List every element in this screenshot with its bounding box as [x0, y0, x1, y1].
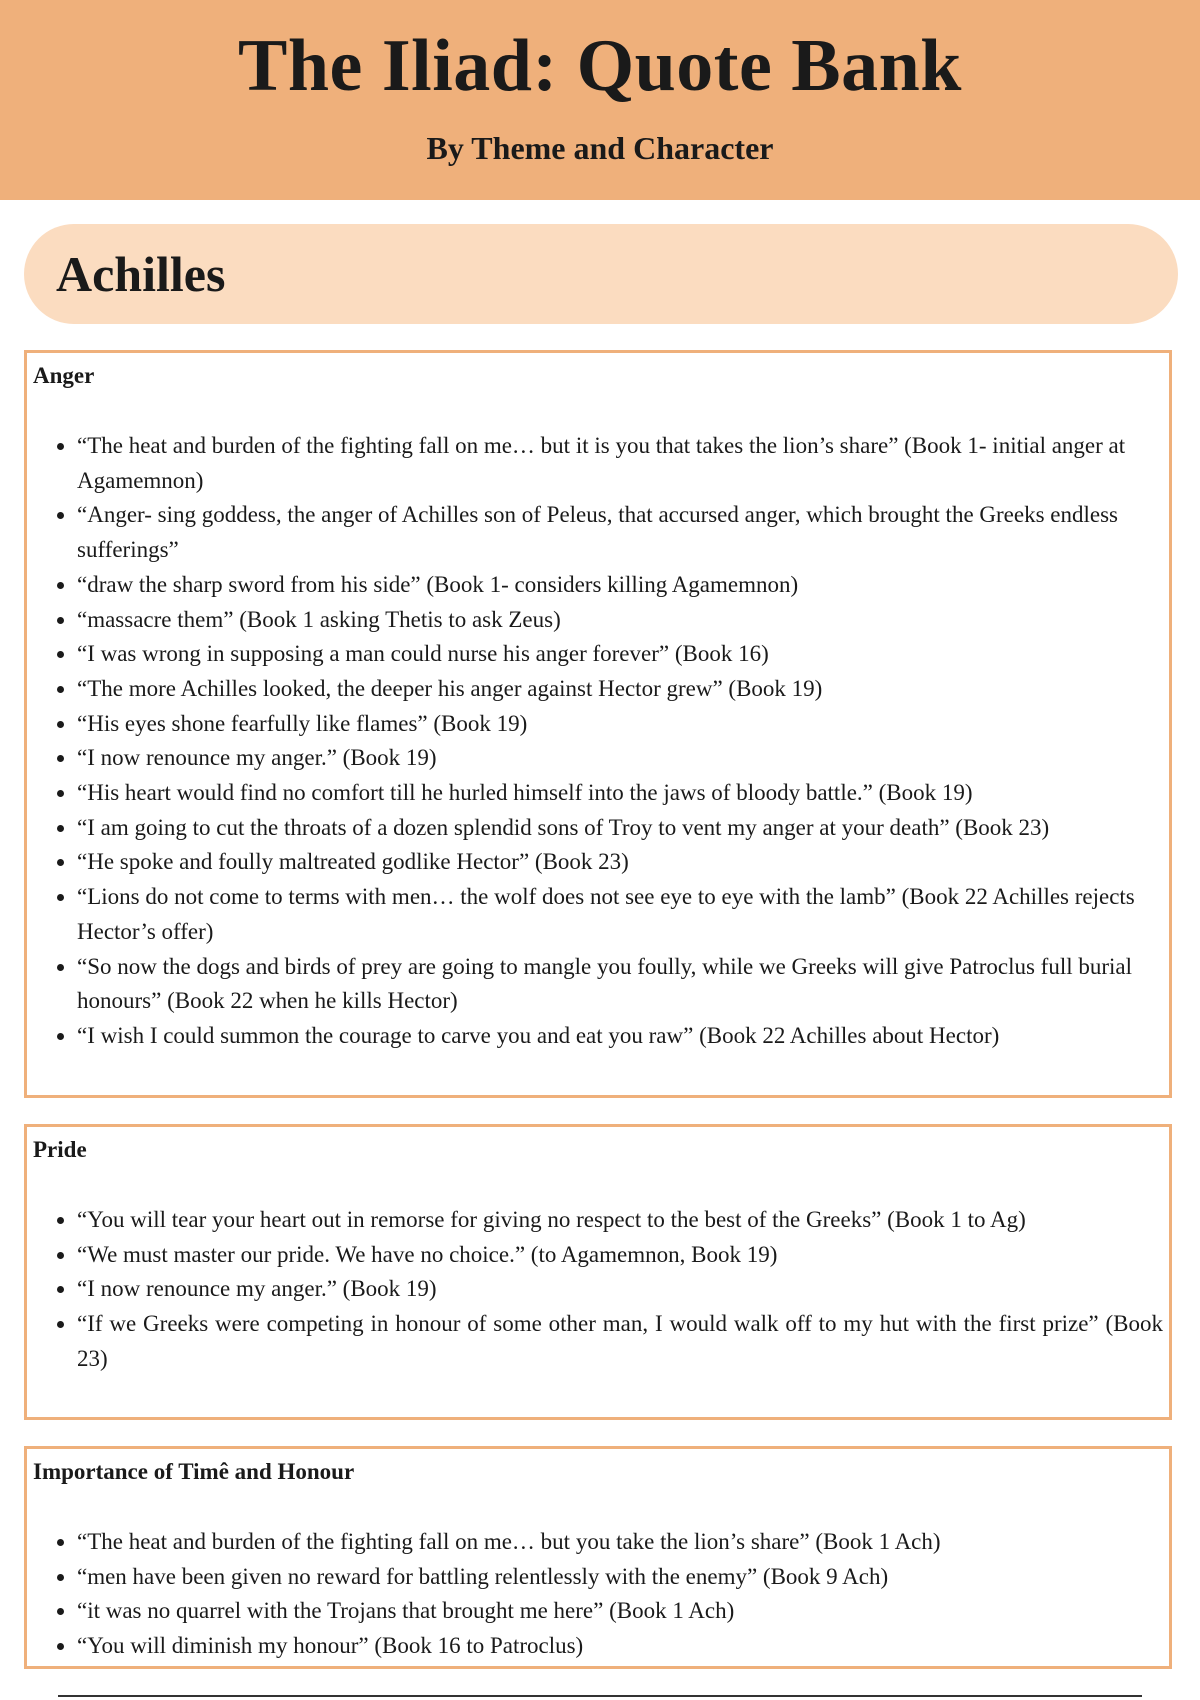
quote-item: • “So now the dogs and birds of prey are going to mangle you foully, while we Greeks will give Patroclus full burial honours” (Book 22 when he kills Hector) [77, 950, 1163, 1019]
theme-box-time-and-honour [24, 1446, 1172, 1669]
quote-list [27, 429, 1169, 1054]
quote-item: • “draw the sharp sword from his side” (Book 1- considers killing Agamemnon) [77, 568, 1163, 603]
page-title: The Iliad: Quote Bank [238, 25, 962, 107]
quote-item: • “We must master our pride. We have no choice.” (to Agamemnon, Book 19) [77, 1238, 1163, 1273]
page-subtitle: By Theme and Character [426, 130, 774, 166]
theme-box-pride [24, 1124, 1172, 1420]
quote-item: • “His eyes shone fearfully like flames” (Book 19) [77, 707, 1163, 742]
quote-item: • “If we Greeks were competing in honour of some other man, I would walk off to my hut with the first prize” (Book 23) [77, 1307, 1163, 1376]
character-name: Achilles [56, 246, 226, 302]
quote-item: • “You will diminish my honour” (Book 16 to Patroclus) [77, 1629, 1163, 1664]
page-header [0, 0, 1200, 200]
quote-item: • “massacre them” (Book 1 asking Thetis to ask Zeus) [77, 603, 1163, 638]
quote-item: • “You will tear your heart out in remorse for giving no respect to the best of the Greeks” (Book 1 to Ag) [77, 1203, 1163, 1238]
quote-item: • “it was no quarrel with the Trojans that brought me here” (Book 1 Ach) [77, 1594, 1163, 1629]
quote-item: • “I was wrong in supposing a man could nurse his anger forever” (Book 16) [77, 637, 1163, 672]
quote-item: • “He spoke and foully maltreated godlike Hector” (Book 23) [77, 845, 1163, 880]
quote-item: • “Anger- sing goddess, the anger of Achilles son of Peleus, that accursed anger, which brought the Greeks endless sufferings” [77, 498, 1163, 567]
quote-item: • “The heat and burden of the fighting fall on me… but it is you that takes the lion’s share” (Book 1- initial anger at Agamemnon) [77, 429, 1163, 498]
theme-heading: Importance of Timê and Honour [33, 1459, 355, 1484]
theme-heading: Pride [33, 1137, 87, 1162]
quote-item: • “I now renounce my anger.” (Book 19) [77, 1272, 1163, 1307]
quote-item: • “I wish I could summon the courage to carve you and eat you raw” (Book 22 Achilles about Hector) [77, 1019, 1163, 1054]
quote-item: • “I am going to cut the throats of a dozen splendid sons of Troy to vent my anger at your death” (Book 23) [77, 811, 1163, 846]
theme-box-anger [24, 350, 1172, 1098]
quote-item: • “Lions do not come to terms with men… the wolf does not see eye to eye with the lamb” (Book 22 Achilles rejects Hector’s offer) [77, 880, 1163, 949]
footer-divider [58, 1695, 1142, 1697]
character-banner [24, 224, 1178, 324]
quote-item: • “The heat and burden of the fighting fall on me… but you take the lion’s share” (Book 1 Ach) [77, 1525, 1163, 1560]
theme-heading: Anger [33, 363, 95, 388]
quote-list [27, 1203, 1169, 1377]
quote-list [27, 1525, 1169, 1664]
quote-item: • “The more Achilles looked, the deeper his anger against Hector grew” (Book 19) [77, 672, 1163, 707]
quote-item: • “I now renounce my anger.” (Book 19) [77, 741, 1163, 776]
quote-item: • “men have been given no reward for battling relentlessly with the enemy” (Book 9 Ach) [77, 1560, 1163, 1595]
quote-item: • “His heart would find no comfort till he hurled himself into the jaws of bloody battle.” (Book 19) [77, 776, 1163, 811]
